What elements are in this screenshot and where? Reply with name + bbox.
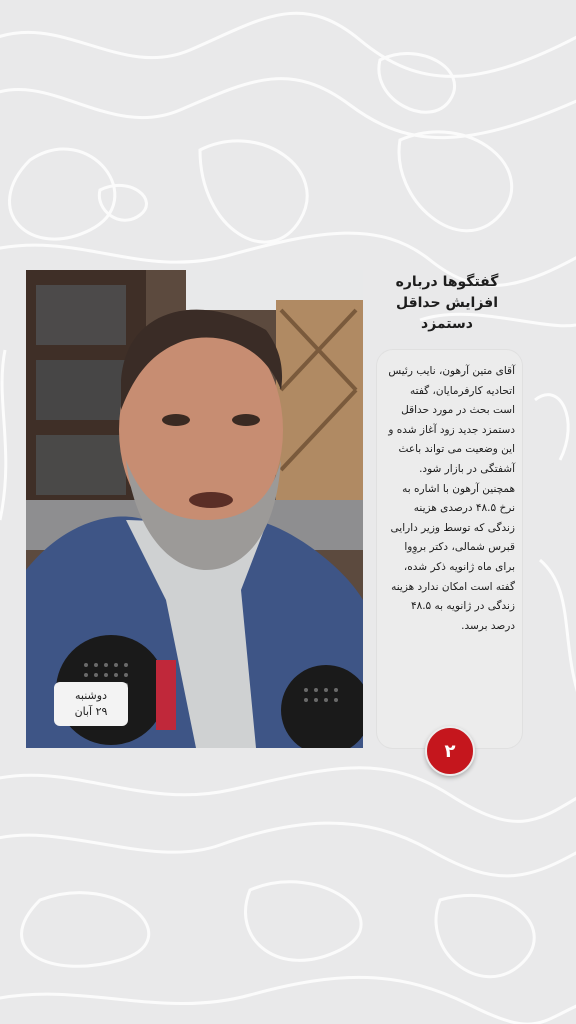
article-photo — [26, 270, 363, 748]
date-day-month: ۲۹ آبان — [74, 705, 108, 718]
article-title: گفتگوها درباره افزایش حداقل دستمزد — [395, 274, 499, 332]
date-weekday: دوشنبه — [75, 689, 107, 702]
date-badge — [54, 682, 128, 726]
page-number-badge: ۲ — [425, 726, 475, 776]
article-body: آقای متین آرهون، نایب رئیس اتحادیه کارفرمایان، گفته است بحث در مورد حداقل دستمزد جدید زود آغاز شده و این وضعیت می تواند باعث آشفتگی در بازار شود. همچنین آرهون با اشاره به نرخ ۴۸.۵ درصدی هزینه زندگی که توسط وزیر دارایی قبرس شمالی، دکتر بروِوا برای ماه ژانویه ذکر شده، گفته است امکان ندارد هزینه زندگی در ژانویه به ۴۸.۵ درصد برسد. — [388, 365, 515, 632]
